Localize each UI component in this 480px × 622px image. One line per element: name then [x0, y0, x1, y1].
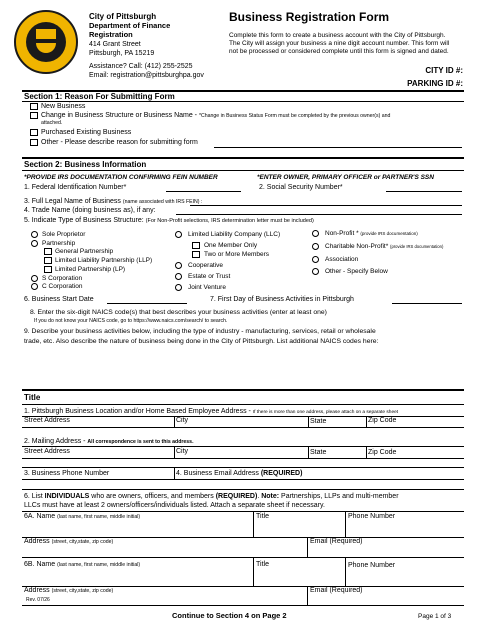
dept-line2: Registration: [89, 30, 133, 39]
phone-6a-label: Phone Number: [348, 513, 396, 520]
continue-note: Continue to Section 4 on Page 2: [172, 611, 287, 620]
dept-line1: Department of Finance: [89, 21, 171, 30]
radio-sole-proprietor[interactable]: [31, 231, 38, 238]
general-partnership-label: General Partnership: [55, 248, 114, 255]
address-6b-label: Address (street, city,state, zip code): [24, 587, 114, 594]
llp-label: Limited Liability Partnership (LLP): [55, 257, 153, 264]
fein-input[interactable]: [166, 191, 241, 192]
naics-note: If you do not know your NAICS code, go to https://www.naics.com/search/ to search.: [34, 318, 228, 324]
org-name: City of Pittsburgh: [89, 12, 157, 21]
assistance-phone: Assistance? Call: (412) 255-2525: [89, 63, 193, 70]
business-phone-label: 3. Business Phone Number: [24, 470, 110, 477]
llc-label: Limited Liability Company (LLC): [188, 231, 281, 238]
option-change-structure: Change in Business Structure or Business Name - *Change in Business Status Form must be completed by the previous owner(s) and: [41, 112, 391, 119]
business-location-label: 1. Pittsburgh Business Location and/or Home Based Employee Address - If there is more than one address, please attach on a separate sheet: [24, 408, 399, 415]
first-day-input[interactable]: [392, 303, 462, 304]
fein-doc-note: *PROVIDE IRS DOCUMENTATION CONFIRMING FEIN NUMBER: [24, 174, 218, 181]
rule: [22, 446, 464, 447]
checkbox-one-member[interactable]: [192, 242, 200, 249]
one-member-label: One Member Only: [204, 242, 258, 249]
checkbox-two-members[interactable]: [192, 251, 200, 258]
legal-name-input[interactable]: [190, 205, 462, 206]
radio-cooperative[interactable]: [175, 262, 182, 269]
rule: [22, 511, 464, 512]
trade-name-label: 4. Trade Name (doing business as), if any:: [24, 207, 156, 214]
rule: [366, 446, 367, 458]
lp-label: Limited Partnership (LP): [55, 266, 126, 273]
s-corporation-label: S Corporation: [42, 275, 83, 282]
address-line1: 414 Grant Street: [89, 41, 141, 48]
c-corporation-label: C Corporation: [42, 283, 83, 290]
radio-estate-trust[interactable]: [175, 273, 182, 280]
checkbox-new-business[interactable]: [30, 103, 38, 110]
radio-charitable-non-profit[interactable]: [312, 243, 319, 250]
checkbox-lp[interactable]: [44, 266, 52, 273]
option-new-business: New Business: [41, 103, 86, 110]
section3-title: Title: [24, 393, 41, 402]
rule: [22, 479, 464, 480]
contact-email[interactable]: Email: registration@pittsburghpa.gov: [89, 72, 204, 79]
rule: [22, 605, 464, 606]
location-state-label: State: [310, 418, 327, 425]
checkbox-other-reason[interactable]: [30, 139, 38, 146]
start-date-label: 6. Business Start Date: [24, 296, 94, 303]
charitable-non-profit-label: Charitable Non-Profit* (provide IRS documentation): [325, 243, 444, 250]
radio-s-corporation[interactable]: [31, 275, 38, 282]
first-day-label: 7. First Day of Business Activities in Pittsburgh: [210, 296, 354, 303]
individuals-label-line1: 6. List INDIVIDUALS who are owners, officers, and members (REQUIRED). Note: Partnerships, LLPs and multi-member: [24, 493, 399, 500]
two-members-label: Two or More Members: [204, 251, 270, 258]
title-6b-label: Title: [256, 561, 269, 568]
rule: [22, 427, 464, 428]
mailing-zip-label: Zip Code: [368, 449, 397, 456]
section3-top-rule: [22, 389, 464, 391]
name-6b-label: 6B. Name (last name, first name, middle initial): [24, 561, 141, 568]
phone-6b-label: Phone Number: [348, 562, 396, 569]
mailing-state-label: State: [310, 449, 327, 456]
joint-venture-label: Joint Venture: [188, 284, 226, 291]
rule: [345, 557, 346, 586]
checkbox-general-partnership[interactable]: [44, 248, 52, 255]
business-email-label: 4. Business Email Address (REQUIRED): [176, 470, 303, 477]
option-purchased-business: Purchased Existing Business: [41, 129, 132, 136]
rule: [253, 557, 254, 586]
section1-title: Section 1: Reason For Submitting Form: [24, 92, 175, 101]
structure-label: 5. Indicate Type of Business Structure: (For Non-Profit selections, IRS determination letter must be included): [24, 217, 314, 224]
rule: [308, 446, 309, 458]
non-profit-label: Non-Profit * (provide IRS documentation): [325, 230, 418, 237]
fein-label: 1. Federal Identification Number*: [24, 184, 127, 191]
city-id-label: CITY ID #:: [425, 66, 463, 75]
mailing-street-label: Street Address: [24, 448, 70, 455]
start-date-input[interactable]: [107, 303, 187, 304]
radio-non-profit[interactable]: [312, 230, 319, 237]
rule: [307, 537, 308, 557]
rule: [22, 467, 464, 468]
radio-other-structure[interactable]: [312, 268, 319, 275]
radio-association[interactable]: [312, 256, 319, 263]
section3-title-rule: [22, 404, 464, 405]
legal-name-label: 3. Full Legal Name of Business (name associated with IRS FEIN) :: [24, 198, 203, 205]
trade-name-input[interactable]: [176, 214, 462, 215]
partnership-label: Partnership: [42, 240, 76, 247]
activities-label-line2: trade, etc. Also describe the nature of business being done in the City of Pittsburgh. List additional NAICS codes here:: [24, 338, 379, 345]
address-6a-label: Address (street, city,state, zip code): [24, 538, 114, 545]
intro-line2: The City will assign your business a nine digit account number. This form will: [229, 40, 450, 47]
checkbox-change-structure[interactable]: [30, 112, 38, 119]
rule: [22, 557, 464, 558]
mailing-address-label: 2. Mailing Address - All correspondence is sent to this address.: [24, 438, 194, 445]
location-street-label: Street Address: [24, 417, 70, 424]
checkbox-purchased-business[interactable]: [30, 129, 38, 136]
title-6a-label: Title: [256, 513, 269, 520]
intro-line3: not be processed or considered complete until this form is signed and dated.: [229, 48, 449, 55]
email-6a-label: Email (Required): [310, 538, 363, 545]
radio-joint-venture[interactable]: [175, 284, 182, 291]
section1-title-rule: [22, 101, 464, 102]
rule: [308, 416, 309, 427]
intro-line1: Complete this form to create a business account with the City of Pittsburgh.: [229, 32, 446, 39]
radio-c-corporation[interactable]: [31, 283, 38, 290]
ssn-label: 2. Social Security Number*: [259, 184, 343, 191]
other-reason-input[interactable]: [214, 147, 462, 148]
location-zip-label: Zip Code: [368, 417, 397, 424]
section2-title-rule: [22, 170, 464, 171]
checkbox-llp[interactable]: [44, 257, 52, 264]
radio-llc[interactable]: [175, 231, 182, 238]
estate-trust-label: Estate or Trust: [188, 273, 231, 280]
location-city-label: City: [176, 417, 189, 424]
ssn-note: *ENTER OWNER, PRIMARY OFFICER or PARTNER'S SSN: [257, 174, 434, 181]
rule: [345, 511, 346, 537]
naics-label: 8. Enter the six-digit NAICS code(s) that best describes your business activities (enter at least one): [30, 309, 327, 316]
rule: [366, 416, 367, 427]
rule: [22, 489, 464, 490]
rule: [174, 446, 175, 458]
rule: [253, 511, 254, 537]
section2-top-rule: [22, 157, 464, 159]
option-change-note: attached.: [41, 120, 63, 126]
seal-bar: [36, 39, 56, 43]
cooperative-label: Cooperative: [188, 262, 224, 269]
email-6b-label: Email (Required): [310, 587, 363, 594]
rule: [174, 467, 175, 479]
rule: [307, 586, 308, 605]
activities-label-line1: 9. Describe your business activities below, including the type of industry - manufacturing, services, retail or wholesale: [24, 328, 376, 335]
address-line2: Pittsburgh, PA 15219: [89, 50, 155, 57]
form-title: Business Registration Form: [229, 10, 390, 24]
page-number: Page 1 of 3: [418, 613, 452, 620]
parking-id-label: PARKING ID #:: [407, 79, 463, 88]
option-other-reason: Other - Please describe reason for submitting form: [41, 139, 198, 146]
sole-proprietor-label: Sole Proprietor: [42, 231, 86, 238]
mailing-city-label: City: [176, 448, 189, 455]
rule: [22, 458, 464, 459]
individuals-label-line2: LLCs must have at least 2 owners/officers/individuals listed. Attach a separate sheet if necessary.: [24, 502, 325, 509]
rule: [174, 416, 175, 427]
rule: [22, 416, 464, 417]
other-structure-label: Other - Specify Below: [325, 268, 388, 275]
ssn-input[interactable]: [386, 191, 462, 192]
section2-title: Section 2: Business Information: [24, 160, 147, 169]
city-seal-logo: [14, 10, 78, 74]
name-6a-label: 6A. Name (last name, first name, middle initial): [24, 513, 141, 520]
association-label: Association: [325, 256, 359, 263]
radio-partnership[interactable]: [31, 240, 38, 247]
revision-date: Rev. 07/26: [26, 597, 50, 603]
